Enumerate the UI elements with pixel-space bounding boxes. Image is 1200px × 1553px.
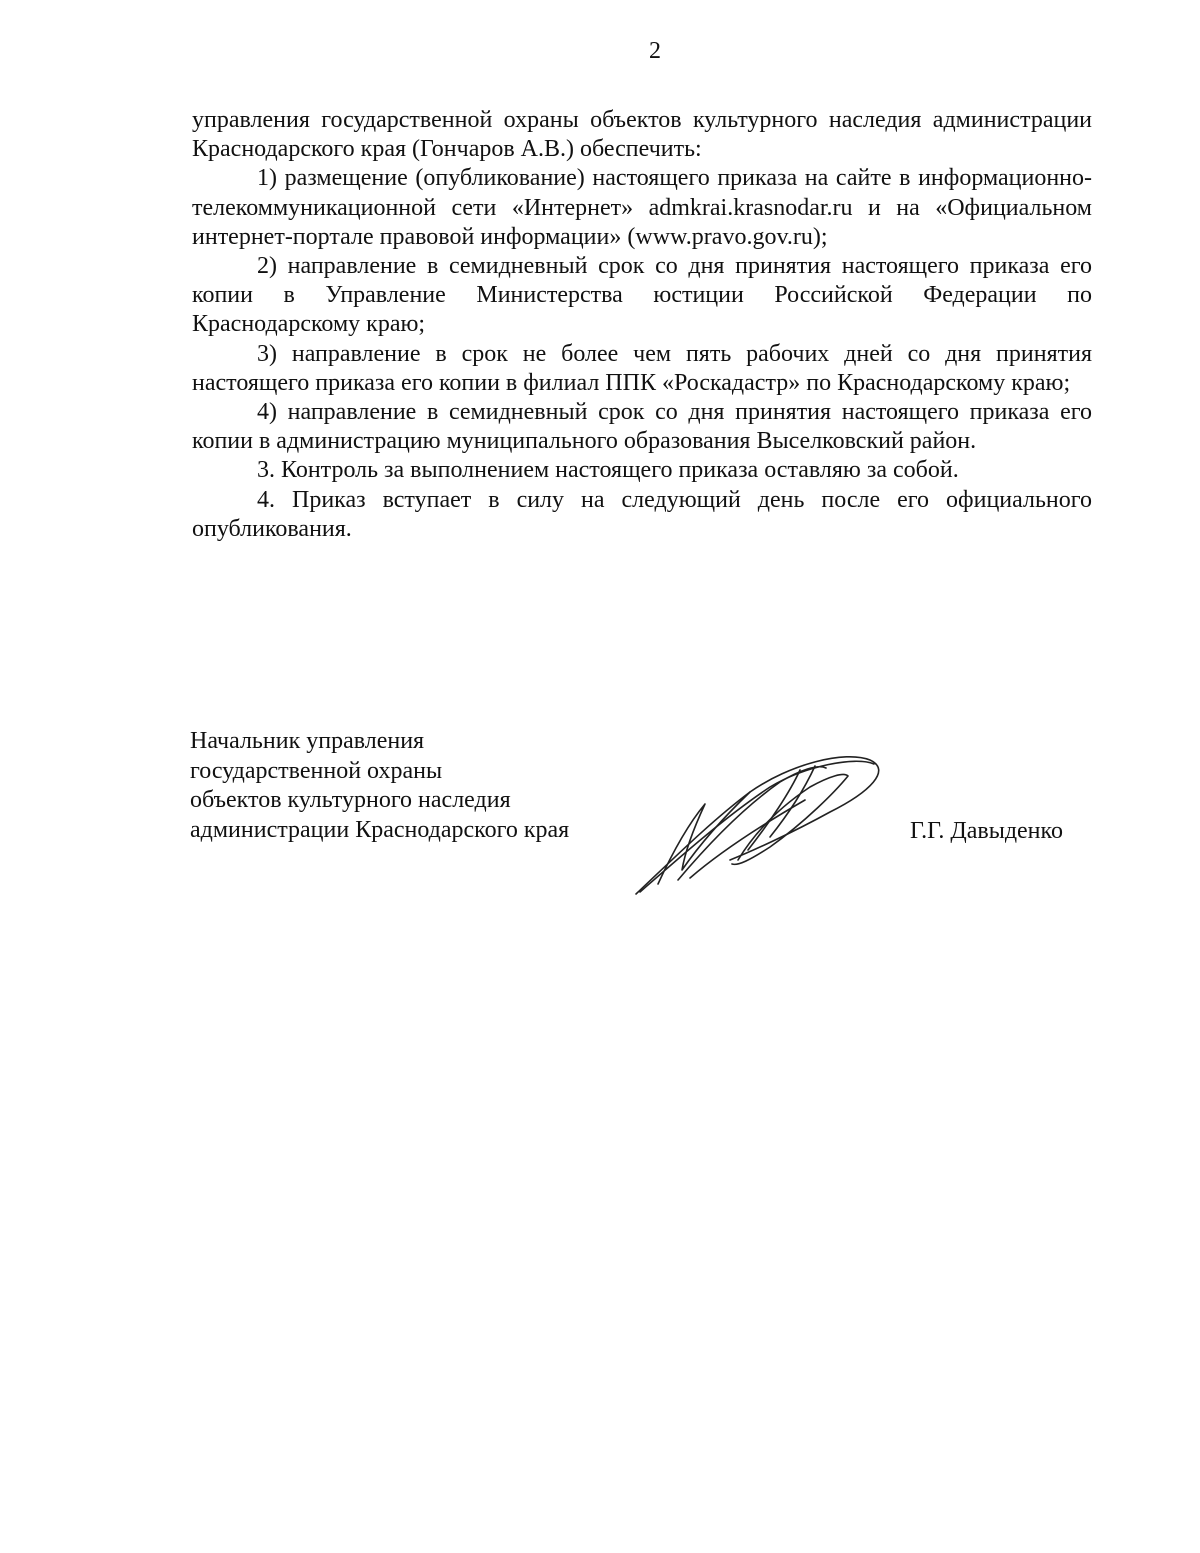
signer-name: Г.Г. Давыденко <box>910 818 1063 844</box>
paragraph-item-1: 1) размещение (опубликование) настоящего приказа на сайте в информационно-телекоммуникационной сети «Интернет» admkrai.krasnodar.ru и на «Официальном интернет-портале правовой информации» (www.pravo.gov.ru); <box>192 165 1092 250</box>
signer-title-line: объектов культурного наследия <box>190 787 511 814</box>
paragraph-continuation: управления государственной охраны объектов культурного наследия администрации Краснодарского края (Гончаров А.В.) обеспечить: <box>192 107 1092 163</box>
document-body <box>192 106 1092 544</box>
signer-title-line: Начальник управления <box>190 728 425 754</box>
paragraph-point-4: 4. Приказ вступает в силу на следующий день после его официального опубликования. <box>192 486 1092 542</box>
signer-title-line: государственной охраны <box>190 757 443 784</box>
paragraph-item-3: 3) направление в срок не более чем пять рабочих дней со дня принятия настоящего приказа его копии в филиал ППК «Роскадастр» по Краснодарскому краю; <box>192 340 1092 396</box>
paragraph-item-2: 2) направление в семидневный срок со дня принятия настоящего приказа его копии в Управление Министерства юстиции Российской Федерации по Краснодарскому краю; <box>192 253 1092 338</box>
signer-position <box>190 727 630 845</box>
paragraph-item-4: 4) направление в семидневный срок со дня принятия настоящего приказа его копии в администрацию муниципального образования Выселковский район. <box>192 399 1092 455</box>
handwritten-signature <box>630 752 890 902</box>
signer-title-line: администрации Краснодарского края <box>190 816 570 843</box>
page-number: 2 <box>649 38 661 64</box>
paragraph-point-3: 3. Контроль за выполнением настоящего приказа оставляю за собой. <box>257 457 959 484</box>
